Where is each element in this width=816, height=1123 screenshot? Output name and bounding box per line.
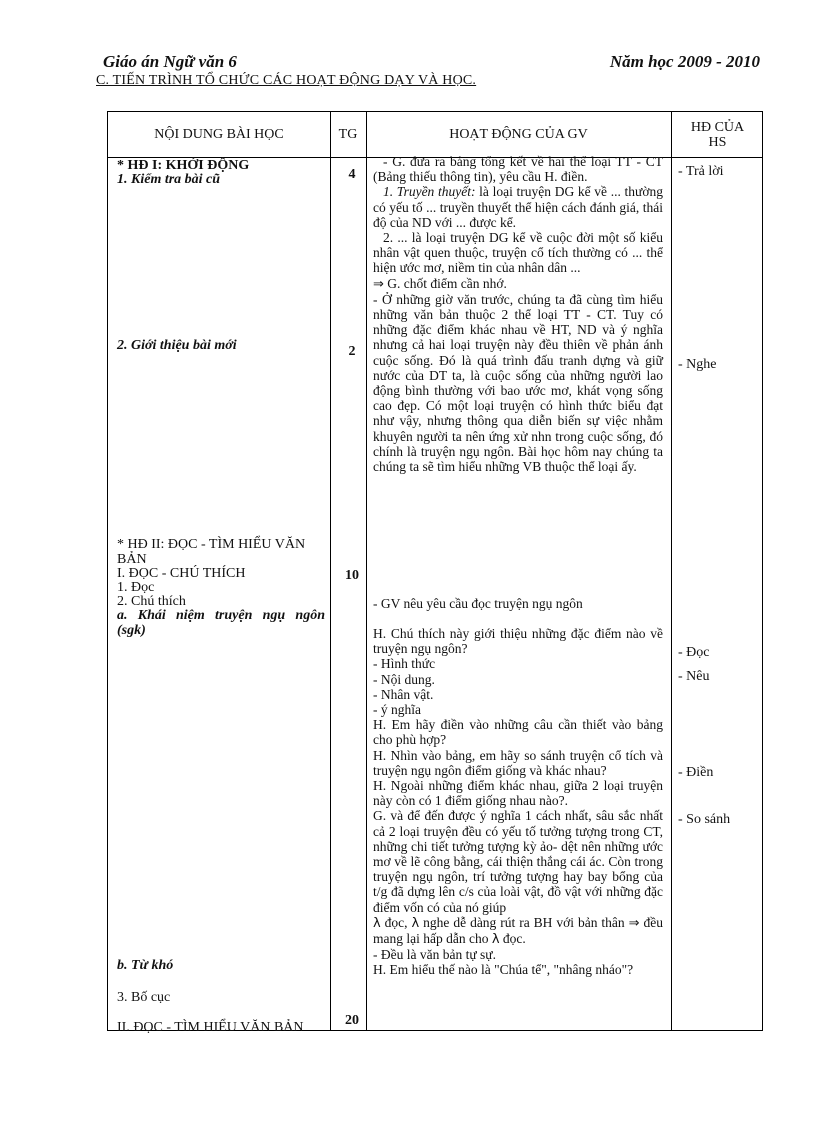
time-value: 2	[348, 344, 356, 359]
time-value: 10	[345, 568, 359, 583]
student-activity: - Nêu	[678, 669, 710, 684]
teacher-paragraph	[373, 276, 663, 292]
student-activity: - Điền	[678, 765, 714, 780]
teacher-paragraph: 2. ... là loại truyện DG kể về cuộc đời một số kiểu nhân vật quen thuộc, truyện cổ tích thường có ... thể hiện ước mơ, niềm tin của nhân dân ...	[373, 230, 663, 276]
teacher-paragraph: H. Em hiểu thế nào là "Chúa tể", "nhâng nháo"?	[373, 962, 634, 978]
teacher-text: đều mang lại hấp dẫn cho	[373, 914, 663, 947]
doc-chuthich-heading: I. ĐỌC - CHÚ THÍCH	[117, 566, 246, 581]
hd2-heading-line1: * HĐ II: ĐỌC - TÌM HIỂU VĂN	[117, 537, 306, 552]
header-content: NỘI DUNG BÀI HỌC	[154, 127, 284, 142]
teacher-block-3	[373, 626, 663, 978]
header-student-line1: HĐ CỦA	[690, 119, 745, 135]
header-student	[671, 112, 764, 157]
student-activity: - Đọc	[678, 645, 710, 660]
doc-timhieu-heading: II. ĐỌC - TÌM HIỂU VĂN BẢN	[117, 1020, 304, 1035]
teacher-paragraph: H. Ngoài những điểm khác nhau, giữa 2 loại truyện này còn có 1 điểm giống nhau nào?.	[373, 778, 663, 809]
teacher-paragraph: - G. đưa ra bảng tổng kết về hai thể loại TT - CT (Bảng thiếu thông tin), yêu cầu H. điền.	[373, 154, 663, 185]
teacher-text: đọc,	[380, 914, 412, 930]
student-activity: - So sánh	[678, 812, 731, 827]
doc-heading: 1. Đọc	[117, 580, 155, 595]
header-teacher: HOẠT ĐỘNG CỦA GV	[449, 127, 588, 142]
teacher-paragraph: - GV nêu yêu cầu đọc truyện ngụ ngôn	[373, 596, 583, 611]
teacher-list-item: - Hình thức	[373, 656, 436, 672]
student-activity: - Trả lời	[678, 164, 724, 179]
teacher-block-2	[373, 596, 663, 611]
teacher-block-1	[373, 154, 663, 474]
teacher-paragraph: H. Chú thích này giới thiệu những đặc điểm nào về truyện ngụ ngôn?	[373, 626, 663, 657]
header-right-year: Năm học 2009 - 2010	[609, 52, 760, 71]
khainiem-line2: (sgk)	[117, 623, 146, 638]
hd1-heading: * HĐ I: KHỞI ĐỘNG	[117, 158, 250, 173]
time-value: 20	[345, 1013, 359, 1028]
khainiem-line1: a. Khái niệm truyện ngụ ngôn	[117, 608, 325, 623]
teacher-paragraph: G. và để đến được ý nghĩa 1 cách nhất, sâu sắc nhất cả 2 loại truyện đều có yếu tố tưởng tượng trong CT, những chi tiết tưởng tượng kỳ ảo- dệt nên những ước mơ về lẽ công bằng, cái thiện thắng cái ác. Còn trong truyện ngụ ngôn, trí tưởng tượng hay bay bổng của t/g đã dựng lên c/s của loài vật, đồ vật với những đặc điểm vốn có của nó giúp	[373, 808, 663, 915]
hd2-heading-line2: BẢN	[117, 552, 147, 567]
teacher-paragraph: H. Nhìn vào bảng, em hãy so sánh truyện cổ tích và truyện ngụ ngôn điểm giống và khác nhau?	[373, 747, 663, 778]
truyen-thuyet-label: 1. Truyền thuyết:	[383, 184, 476, 200]
teacher-text: nghe dễ dàng rút ra BH với bản thân	[419, 914, 629, 930]
arrow-icon: ⇒	[373, 276, 384, 292]
tukho-heading: b. Từ khó	[117, 958, 174, 973]
teacher-paragraph: - Đều là văn bản tự sự.	[373, 947, 496, 963]
header-student-line2: HS	[708, 134, 727, 150]
header-left-title: Giáo án Ngữ văn 6	[103, 52, 237, 71]
teacher-paragraph: - Ở những giờ văn trước, chúng ta đã cùng tìm hiểu những văn bản thuộc 2 thể loại TT - CT. Tuy có những đặc điểm khác nhau về HT, ND và ý nghĩa nhưng cả hai loại truyện này đều thiên về phản ánh cuộc sống. Đó là quá trình đấu tranh dựng và giữ nước của DT ta, là cuộc sống của những người lao động bình thường với bao ước mơ, khát vọng sống cao đẹp. Có một loại truyện có hình thức biểu đạt như vậy, nhưng thông qua diễn biến sự việc nhằm khuyên người ta nên ứng xử nhn trong cuộc sống, đó chính là truyện ngụ ngôn. Bài học hôm nay chúng ta chúng ta sẽ tìm hiểu những VB thuộc thể loại ấy.	[373, 291, 663, 475]
teacher-list-item: - Nội dung.	[373, 671, 435, 687]
arrow-icon: ⇒	[628, 915, 640, 931]
column-divider	[671, 112, 672, 1030]
lambda-icon: λ	[411, 915, 420, 931]
teacher-list-item: - ý nghĩa	[373, 702, 421, 718]
chuthich-heading: 2. Chú thích	[117, 594, 186, 609]
student-activity: - Nghe	[678, 357, 717, 372]
teacher-paragraph	[373, 184, 663, 230]
teacher-text: đọc.	[499, 931, 526, 947]
truyen-thuyet-text: là loại truyện DG kể về ... thường có yếu tố ... truyền thuyết thể hiện cách đánh giá, thái độ của ND với ... được kể.	[373, 184, 663, 230]
column-divider	[330, 112, 331, 1030]
section-heading: C. TIẾN TRÌNH TỔ CHỨC CÁC HOẠT ĐỘNG DẠY VÀ HỌC.	[96, 73, 477, 88]
kiemtra-heading: 1. Kiểm tra bài cũ	[117, 172, 221, 187]
teacher-paragraph: H. Em hãy điền vào những câu cần thiết vào bảng cho phù hợp?	[373, 717, 663, 748]
teacher-paragraph-text: G. chốt điểm cần nhớ.	[383, 275, 507, 291]
teacher-paragraph	[373, 915, 663, 947]
lambda-icon: λ	[491, 932, 500, 948]
bocuc-heading: 3. Bố cục	[117, 990, 171, 1005]
teacher-list-item: - Nhân vật.	[373, 686, 434, 702]
lambda-icon: λ	[373, 915, 381, 931]
header-time: TG	[338, 127, 358, 142]
gioithieu-heading: 2. Giới thiệu bài mới	[117, 338, 237, 353]
time-value: 4	[348, 167, 356, 182]
